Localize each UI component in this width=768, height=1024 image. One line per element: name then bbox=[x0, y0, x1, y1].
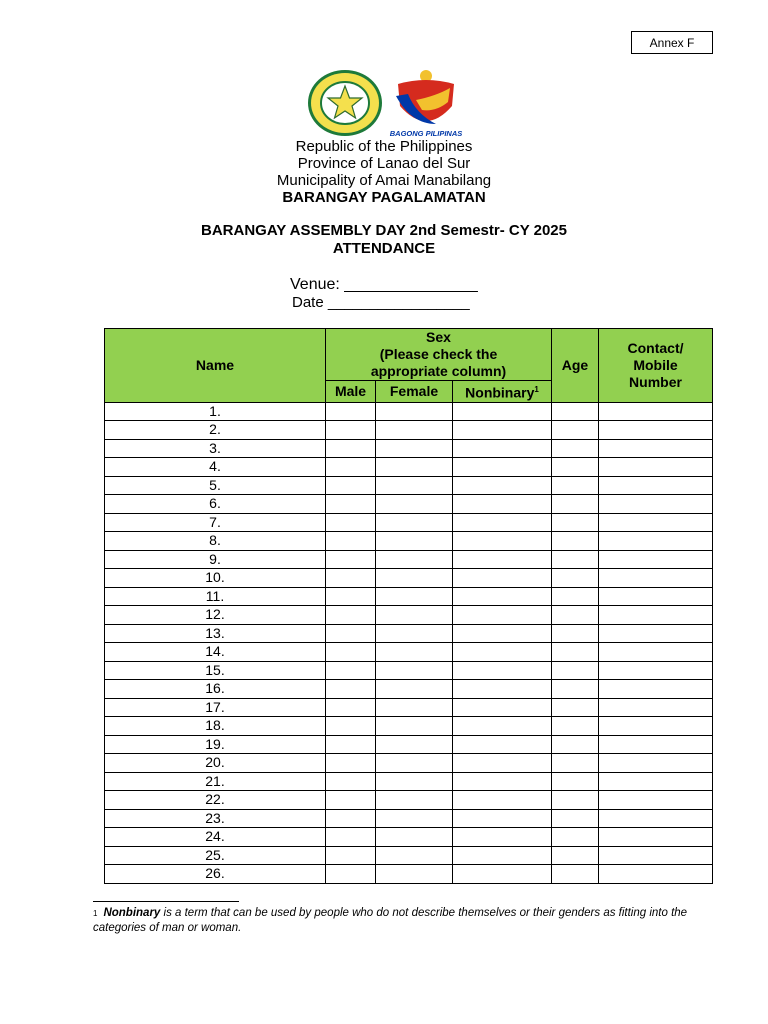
cell-nonbinary[interactable] bbox=[453, 680, 552, 699]
table-row bbox=[105, 791, 713, 810]
table-row bbox=[105, 680, 713, 699]
annex-label: Annex F bbox=[631, 31, 713, 54]
cell-male[interactable] bbox=[326, 476, 376, 495]
cell-age[interactable] bbox=[552, 643, 599, 662]
cell-contact[interactable] bbox=[599, 865, 713, 884]
cell-contact[interactable] bbox=[599, 495, 713, 514]
cell-male[interactable] bbox=[326, 421, 376, 440]
cell-male[interactable] bbox=[326, 513, 376, 532]
cell-age[interactable] bbox=[552, 735, 599, 754]
cell-nonbinary[interactable] bbox=[453, 402, 552, 421]
cell-nonbinary[interactable] bbox=[453, 550, 552, 569]
table-row bbox=[105, 772, 713, 791]
cell-name: 21. bbox=[105, 772, 326, 791]
header-line-republic: Republic of the Philippines bbox=[295, 138, 473, 155]
cell-female[interactable] bbox=[376, 865, 453, 884]
cell-male[interactable] bbox=[326, 698, 376, 717]
footnote-mark: 1 bbox=[93, 909, 98, 918]
cell-female[interactable] bbox=[376, 809, 453, 828]
footnote-ref: 1 bbox=[534, 385, 539, 394]
cell-contact[interactable] bbox=[599, 735, 713, 754]
cell-nonbinary[interactable] bbox=[453, 495, 552, 514]
table-row bbox=[105, 513, 713, 532]
table-row bbox=[105, 698, 713, 717]
cell-contact[interactable] bbox=[599, 402, 713, 421]
cell-female[interactable] bbox=[376, 643, 453, 662]
cell-male[interactable] bbox=[326, 402, 376, 421]
logos bbox=[0, 64, 768, 138]
cell-name: 11. bbox=[105, 587, 326, 606]
cell-male[interactable] bbox=[326, 661, 376, 680]
contact-header-line-2: Mobile bbox=[633, 356, 678, 373]
cell-name: 18. bbox=[105, 717, 326, 736]
cell-female[interactable] bbox=[376, 846, 453, 865]
title-line-2: ATTENDANCE bbox=[332, 240, 436, 257]
barangay-seal-logo bbox=[306, 69, 384, 137]
cell-nonbinary[interactable] bbox=[453, 532, 552, 551]
cell-male[interactable] bbox=[326, 754, 376, 773]
cell-age[interactable] bbox=[552, 587, 599, 606]
col-header-name: Name bbox=[105, 329, 326, 403]
cell-name: 8. bbox=[105, 532, 326, 551]
col-header-nonbinary bbox=[453, 381, 552, 403]
cell-contact[interactable] bbox=[599, 550, 713, 569]
nonbinary-label: Nonbinary bbox=[465, 384, 535, 401]
cell-age[interactable] bbox=[552, 717, 599, 736]
cell-nonbinary[interactable] bbox=[453, 439, 552, 458]
cell-name: 10. bbox=[105, 569, 326, 588]
cell-nonbinary[interactable] bbox=[453, 865, 552, 884]
cell-name: 14. bbox=[105, 643, 326, 662]
cell-contact[interactable] bbox=[599, 532, 713, 551]
venue-field: Venue: _______________ bbox=[290, 276, 478, 293]
cell-nonbinary[interactable] bbox=[453, 421, 552, 440]
contact-header-line-1: Contact/ bbox=[627, 339, 684, 356]
bagong-pilipinas-logo bbox=[386, 66, 466, 138]
cell-contact[interactable] bbox=[599, 717, 713, 736]
table-row bbox=[105, 809, 713, 828]
cell-name: 16. bbox=[105, 680, 326, 699]
table-row bbox=[105, 458, 713, 477]
header-line-province: Province of Lanao del Sur bbox=[297, 155, 471, 172]
cell-male[interactable] bbox=[326, 828, 376, 847]
cell-age[interactable] bbox=[552, 754, 599, 773]
table-row bbox=[105, 717, 713, 736]
cell-contact[interactable] bbox=[599, 569, 713, 588]
cell-name: 5. bbox=[105, 476, 326, 495]
cell-name: 12. bbox=[105, 606, 326, 625]
cell-nonbinary[interactable] bbox=[453, 754, 552, 773]
cell-female[interactable] bbox=[376, 550, 453, 569]
cell-contact[interactable] bbox=[599, 606, 713, 625]
cell-nonbinary[interactable] bbox=[453, 643, 552, 662]
cell-female[interactable] bbox=[376, 439, 453, 458]
cell-age[interactable] bbox=[552, 865, 599, 884]
table-row bbox=[105, 439, 713, 458]
col-header-sex bbox=[326, 329, 552, 381]
cell-nonbinary[interactable] bbox=[453, 513, 552, 532]
footnote-term: Nonbinary bbox=[103, 907, 161, 919]
cell-name: 26. bbox=[105, 865, 326, 884]
cell-nonbinary[interactable] bbox=[453, 698, 552, 717]
cell-contact[interactable] bbox=[599, 661, 713, 680]
cell-contact[interactable] bbox=[599, 791, 713, 810]
cell-male[interactable] bbox=[326, 532, 376, 551]
cell-male[interactable] bbox=[326, 587, 376, 606]
col-header-age: Age bbox=[552, 329, 599, 403]
sex-header-line-3: appropriate column) bbox=[370, 363, 507, 379]
cell-name: 4. bbox=[105, 458, 326, 477]
cell-age[interactable] bbox=[552, 495, 599, 514]
cell-age[interactable] bbox=[552, 458, 599, 477]
cell-contact[interactable] bbox=[599, 828, 713, 847]
cell-nonbinary[interactable] bbox=[453, 772, 552, 791]
cell-contact[interactable] bbox=[599, 458, 713, 477]
cell-age[interactable] bbox=[552, 680, 599, 699]
cell-contact[interactable] bbox=[599, 809, 713, 828]
table-row bbox=[105, 421, 713, 440]
cell-contact[interactable] bbox=[599, 846, 713, 865]
cell-male[interactable] bbox=[326, 495, 376, 514]
table-row bbox=[105, 643, 713, 662]
cell-contact[interactable] bbox=[599, 513, 713, 532]
cell-female[interactable] bbox=[376, 791, 453, 810]
cell-contact[interactable] bbox=[599, 772, 713, 791]
cell-age[interactable] bbox=[552, 402, 599, 421]
cell-contact[interactable] bbox=[599, 698, 713, 717]
cell-female[interactable] bbox=[376, 661, 453, 680]
cell-female[interactable] bbox=[376, 828, 453, 847]
col-header-female: Female bbox=[376, 381, 453, 403]
cell-female[interactable] bbox=[376, 698, 453, 717]
cell-female[interactable] bbox=[376, 587, 453, 606]
cell-contact[interactable] bbox=[599, 624, 713, 643]
cell-age[interactable] bbox=[552, 439, 599, 458]
cell-nonbinary[interactable] bbox=[453, 828, 552, 847]
cell-male[interactable] bbox=[326, 643, 376, 662]
cell-age[interactable] bbox=[552, 421, 599, 440]
cell-contact[interactable] bbox=[599, 587, 713, 606]
table-row bbox=[105, 402, 713, 421]
sex-header-line-2: (Please check the bbox=[379, 346, 498, 362]
cell-age[interactable] bbox=[552, 828, 599, 847]
cell-age[interactable] bbox=[552, 513, 599, 532]
table-row bbox=[105, 828, 713, 847]
cell-male[interactable] bbox=[326, 865, 376, 884]
cell-male[interactable] bbox=[326, 846, 376, 865]
cell-name: 6. bbox=[105, 495, 326, 514]
table-row bbox=[105, 587, 713, 606]
cell-contact[interactable] bbox=[599, 476, 713, 495]
cell-nonbinary[interactable] bbox=[453, 476, 552, 495]
cell-male[interactable] bbox=[326, 735, 376, 754]
cell-female[interactable] bbox=[376, 495, 453, 514]
footnote bbox=[93, 906, 693, 936]
cell-female[interactable] bbox=[376, 754, 453, 773]
cell-name: 1. bbox=[105, 402, 326, 421]
cell-nonbinary[interactable] bbox=[453, 791, 552, 810]
table-row bbox=[105, 865, 713, 884]
cell-name: 9. bbox=[105, 550, 326, 569]
col-header-male: Male bbox=[326, 381, 376, 403]
cell-female[interactable] bbox=[376, 772, 453, 791]
cell-female[interactable] bbox=[376, 680, 453, 699]
cell-female[interactable] bbox=[376, 532, 453, 551]
cell-name: 20. bbox=[105, 754, 326, 773]
attendance-table bbox=[104, 328, 713, 884]
table-row bbox=[105, 606, 713, 625]
cell-contact[interactable] bbox=[599, 754, 713, 773]
sex-header-line-1: Sex bbox=[426, 329, 451, 345]
cell-female[interactable] bbox=[376, 624, 453, 643]
attendance-rows bbox=[105, 402, 713, 883]
cell-nonbinary[interactable] bbox=[453, 606, 552, 625]
cell-age[interactable] bbox=[552, 532, 599, 551]
cell-name: 13. bbox=[105, 624, 326, 643]
footnote-rule bbox=[93, 901, 239, 902]
table-row bbox=[105, 754, 713, 773]
contact-header-line-3: Number bbox=[629, 373, 682, 390]
table-row bbox=[105, 569, 713, 588]
cell-male[interactable] bbox=[326, 550, 376, 569]
cell-nonbinary[interactable] bbox=[453, 661, 552, 680]
cell-name: 2. bbox=[105, 421, 326, 440]
cell-name: 19. bbox=[105, 735, 326, 754]
cell-age[interactable] bbox=[552, 846, 599, 865]
cell-male[interactable] bbox=[326, 458, 376, 477]
date-field: Date _________________ bbox=[292, 294, 470, 311]
letterhead bbox=[0, 138, 768, 206]
cell-age[interactable] bbox=[552, 661, 599, 680]
cell-nonbinary[interactable] bbox=[453, 587, 552, 606]
table-row bbox=[105, 735, 713, 754]
cell-female[interactable] bbox=[376, 458, 453, 477]
title-line-1: BARANGAY ASSEMBLY DAY 2nd Semestr- CY 2025 bbox=[201, 222, 567, 239]
cell-contact[interactable] bbox=[599, 421, 713, 440]
cell-female[interactable] bbox=[376, 717, 453, 736]
table-row bbox=[105, 624, 713, 643]
cell-male[interactable] bbox=[326, 717, 376, 736]
cell-age[interactable] bbox=[552, 772, 599, 791]
cell-age[interactable] bbox=[552, 550, 599, 569]
cell-nonbinary[interactable] bbox=[453, 458, 552, 477]
table-row bbox=[105, 476, 713, 495]
cell-female[interactable] bbox=[376, 476, 453, 495]
cell-age[interactable] bbox=[552, 476, 599, 495]
header-line-municipality: Municipality of Amai Manabilang bbox=[276, 172, 492, 189]
cell-nonbinary[interactable] bbox=[453, 717, 552, 736]
cell-male[interactable] bbox=[326, 439, 376, 458]
cell-age[interactable] bbox=[552, 809, 599, 828]
cell-female[interactable] bbox=[376, 402, 453, 421]
bagong-pilipinas-text: BAGONG PILIPINAS bbox=[389, 129, 463, 138]
footnote-text: is a term that can be used by people who do not describe themselves or their genders as fitting into the categories of man or woman. bbox=[93, 907, 688, 934]
document-title bbox=[0, 222, 768, 258]
cell-nonbinary[interactable] bbox=[453, 846, 552, 865]
cell-female[interactable] bbox=[376, 513, 453, 532]
cell-female[interactable] bbox=[376, 606, 453, 625]
cell-name: 24. bbox=[105, 828, 326, 847]
cell-nonbinary[interactable] bbox=[453, 735, 552, 754]
cell-name: 17. bbox=[105, 698, 326, 717]
cell-male[interactable] bbox=[326, 772, 376, 791]
col-header-contact bbox=[599, 329, 713, 403]
cell-male[interactable] bbox=[326, 569, 376, 588]
header-line-barangay: BARANGAY PAGALAMATAN bbox=[282, 189, 486, 206]
cell-contact[interactable] bbox=[599, 680, 713, 699]
cell-age[interactable] bbox=[552, 606, 599, 625]
cell-male[interactable] bbox=[326, 606, 376, 625]
table-row bbox=[105, 532, 713, 551]
cell-name: 23. bbox=[105, 809, 326, 828]
cell-name: 15. bbox=[105, 661, 326, 680]
cell-male[interactable] bbox=[326, 680, 376, 699]
table-row bbox=[105, 495, 713, 514]
cell-female[interactable] bbox=[376, 735, 453, 754]
table-row bbox=[105, 661, 713, 680]
cell-male[interactable] bbox=[326, 791, 376, 810]
cell-name: 3. bbox=[105, 439, 326, 458]
cell-age[interactable] bbox=[552, 569, 599, 588]
cell-contact[interactable] bbox=[599, 643, 713, 662]
table-row bbox=[105, 846, 713, 865]
cell-nonbinary[interactable] bbox=[453, 809, 552, 828]
cell-name: 25. bbox=[105, 846, 326, 865]
cell-age[interactable] bbox=[552, 791, 599, 810]
cell-female[interactable] bbox=[376, 569, 453, 588]
cell-nonbinary[interactable] bbox=[453, 624, 552, 643]
cell-name: 22. bbox=[105, 791, 326, 810]
cell-age[interactable] bbox=[552, 624, 599, 643]
cell-female[interactable] bbox=[376, 421, 453, 440]
table-row bbox=[105, 550, 713, 569]
cell-age[interactable] bbox=[552, 698, 599, 717]
cell-name: 7. bbox=[105, 513, 326, 532]
cell-male[interactable] bbox=[326, 809, 376, 828]
cell-contact[interactable] bbox=[599, 439, 713, 458]
cell-nonbinary[interactable] bbox=[453, 569, 552, 588]
cell-male[interactable] bbox=[326, 624, 376, 643]
